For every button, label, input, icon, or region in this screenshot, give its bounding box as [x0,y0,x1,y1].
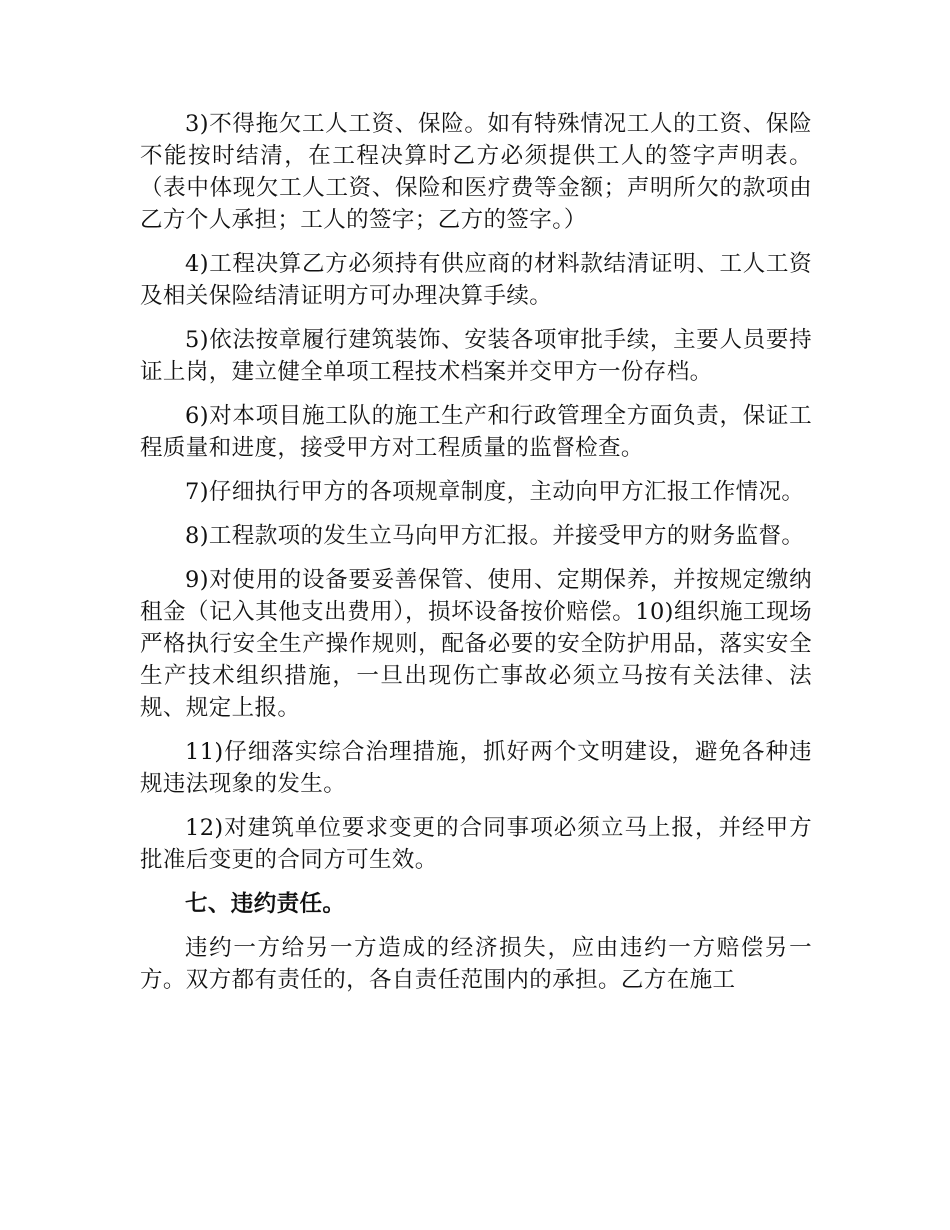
clause-5: 5)依法按章履行建筑装饰、安装各项审批手续，主要人员要持证上岗，建立健全单项工程技术档案并交甲方一份存档。 [140,327,812,385]
clause-7: 7)仔细执行甲方的各项规章制度，主动向甲方汇报工作情况。 [185,479,805,505]
clause-12: 12)对建筑单位要求变更的合同事项必须立马上报，并经甲方批准后变更的合同方可生效。 [140,815,812,873]
breach-liability-paragraph: 违约一方给另一方造成的经济损失，应由违约一方赔偿另一方。双方都有责任的，各自责任范围内的承担。乙方在施工 [140,935,812,993]
clause-9-10: 9)对使用的设备要妥善保管、使用、定期保养，并按规定缴纳租金（记入其他支出费用），损坏设备按价赔偿。10)组织施工现场严格执行安全生产操作规则，配备必要的安全防护用品，落实安全生产技术组织措施，一旦出现伤亡事故必须立马按有关法律、法规、规定上报。 [140,567,812,721]
clause-4: 4)工程决算乙方必须持有供应商的材料款结清证明、工人工资及相关保险结清证明方可办理决算手续。 [140,251,812,309]
document-body [140,108,812,1008]
clause-6: 6)对本项目施工队的施工生产和行政管理全方面负责，保证工程质量和进度，接受甲方对工程质量的监督检查。 [140,403,812,461]
clause-3: 3)不得拖欠工人工资、保险。如有特殊情况工人的工资、保险不能按时结清，在工程决算时乙方必须提供工人的签字声明表。（表中体现欠工人工资、保险和医疗费等金额；声明所欠的款项由乙方个人承担；工人的签字；乙方的签字。） [140,111,812,233]
clause-8: 8)工程款项的发生立马向甲方汇报。并接受甲方的财务监督。 [185,523,805,549]
section-heading-breach-liability: 七、违约责任。 [185,891,346,917]
clause-11: 11)仔细落实综合治理措施，抓好两个文明建设，避免各种违规违法现象的发生。 [140,739,812,797]
